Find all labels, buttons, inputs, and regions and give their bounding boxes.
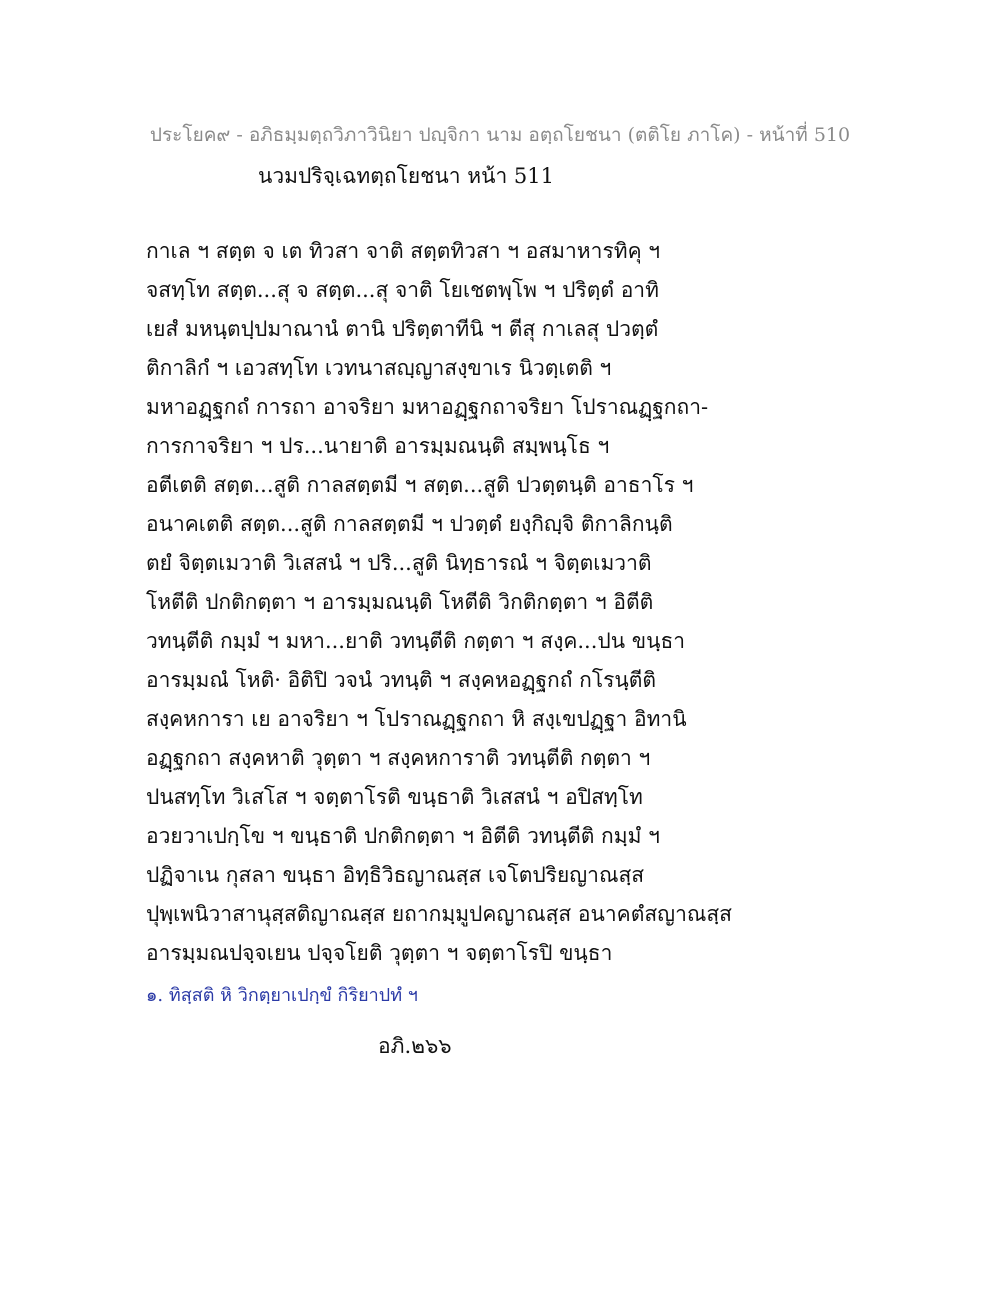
body-line: สงฺคหการา เย อาจริยา ฯ โปราณฏฺฐกถา หิ สงฺเขปฏฺฐา อิทานิ: [146, 707, 687, 731]
body-line: วทนฺตีติ กมฺมํ ฯ มหา...ยาติ วทนฺตีติ กตฺตา ฯ สงฺค...ปน ขนฺธา: [146, 629, 686, 653]
body-line: อารมฺมณํ โหติ· อิติปิ วจนํ วทนฺติ ฯ สงฺคหอฏฺฐกถํ กโรนฺตีติ: [146, 668, 657, 692]
running-header: ประโยค๙ - อภิธมฺมตฺถวิภาวินิยา ปญฺจิกา นาม อตฺถโยชนา (ตติโย ภาโค) - หน้าที่ 510: [149, 124, 851, 146]
body-line: อวยวาเปกฺโข ฯ ขนฺธาติ ปกติกตฺตา ฯ อิตีติ วทนฺตีติ กมฺมํ ฯ: [146, 824, 660, 848]
body-line: กาเล ฯ สตฺต จ เต ทิวสา จาติ สตฺตทิวสา ฯ อสมาหารทิคุ ฯ: [146, 239, 661, 263]
body-line: การกาจริยา ฯ ปร...นายาติ อารมฺมณนฺติ สมฺพนฺโธ ฯ: [146, 434, 610, 458]
body-line: ปนสทฺโท วิเสโส ฯ จตฺตาโรติ ขนฺธาติ วิเสสนํ ฯ อปิสทฺโท: [146, 785, 643, 809]
body-line: จสทฺโท สตฺต...สุ จ สตฺต...สุ จาติ โยเชตพฺโพ ฯ ปริตฺตํ อาทิ: [146, 278, 659, 302]
body-line: ปฏิจาเน กุสลา ขนฺธา อิทฺธิวิธญาณสฺส เจโตปริยญาณสฺส: [146, 863, 645, 887]
body-text: [146, 232, 866, 973]
body-line: มหาอฏฺฐกถํ การถา อาจริยา มหาอฏฺฐกถาจริยา โปราณฏฺฐกถา-: [146, 395, 709, 419]
body-line: เยสํ มหนฺตปฺปมาณานํ ตานิ ปริตฺตาทีนิ ฯ ตีสุ กาเลสุ ปวตฺตํ: [146, 317, 659, 341]
body-line: อารมฺมณปจฺจเยน ปจฺจโยติ วุตฺตา ฯ จตฺตาโรปิ ขนฺธา: [146, 941, 613, 965]
section-heading: นวมปริจฺเฉทตฺถโยชนา หน้า 511: [258, 164, 554, 188]
body-line: อฏฺฐกถา สงฺคหาติ วุตฺตา ฯ สงฺคหการาติ วทนฺตีติ กตฺตา ฯ: [146, 746, 651, 770]
body-line: ติกาลิกํ ฯ เอวสทฺโท เวทนาสญฺญาสงฺขาเร นิวตฺเตติ ฯ: [146, 356, 612, 380]
body-line: อตีเตติ สตฺต...สูติ กาลสตฺตมี ฯ สตฺต...สูติ ปวตฺตนฺติ อาธาโร ฯ: [146, 473, 694, 497]
body-line: โหตีติ ปกติกตฺตา ฯ อารมฺมณนฺติ โหตีติ วิกติกตฺตา ฯ อิตีติ: [146, 590, 654, 614]
body-line: อนาคเตติ สตฺต...สูติ กาลสตฺตมี ฯ ปวตฺตํ ยงฺกิญฺจิ ติกาลิกนฺติ: [146, 512, 673, 536]
body-line: ปุพฺเพนิวาสานุสฺสติญาณสฺส ยถากมฺมูปคญาณสฺส อนาคตํสญาณสฺส: [146, 902, 732, 926]
page-marker: อภิ.๒๖๖: [378, 1034, 452, 1058]
body-line: ตยํ จิตฺตเมวาติ วิเสสนํ ฯ ปริ...สูติ นิทฺธารณํ ฯ จิตฺตเมวาติ: [146, 551, 652, 575]
footnote: ๑. ทิสฺสติ หิ วิกตฺยาเปกฺขํ กิริยาปทํ ฯ: [146, 985, 418, 1006]
